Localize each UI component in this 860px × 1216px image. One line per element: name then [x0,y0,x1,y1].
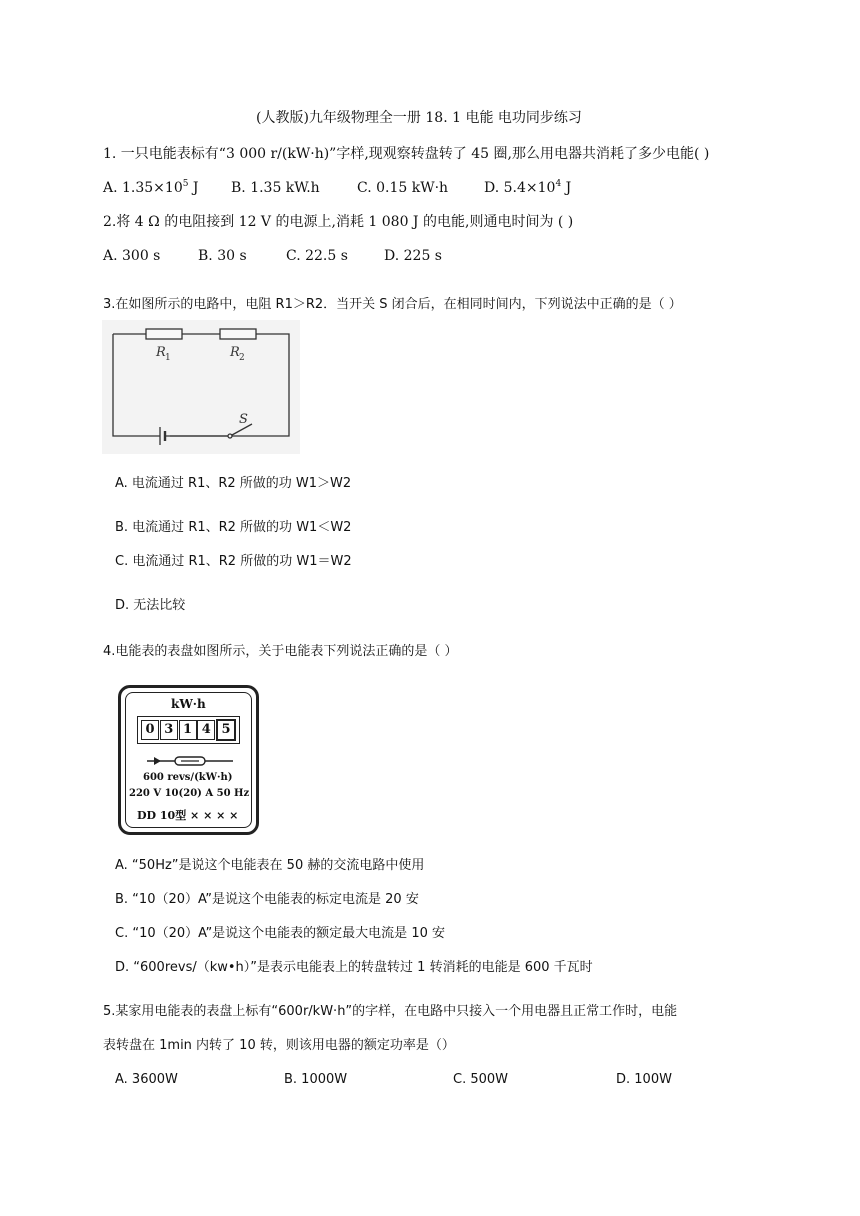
meter-rotor-disc [145,754,235,768]
resistor-r2 [220,329,256,339]
question-3-option-c: C. 电流通过 R1、R2 所做的功 W1＝W2 [115,554,352,569]
question-5-option-b: B. 1000W [284,1072,348,1087]
meter-digit-window [137,716,240,744]
question-3-stem: 3.在如图所示的电路中，电阻 R1＞R2．当开关 S 闭合后，在相同时间内，下列说法中正确的是（ ） [103,297,682,312]
circuit-diagram [102,320,300,454]
question-1-option-a: A. $1.35\times 10^5$ J [103,179,199,196]
meter-digit: 4 [197,720,215,740]
meter-electrical-spec: 220 V 10(20) A 50 Hz [129,788,250,799]
question-1-option-b: B. 1.35 kW.h [231,180,320,196]
meter-revolution-rating: 600 revs/(kW·h) [143,772,233,783]
question-5-option-a: A. 3600W [115,1072,178,1087]
question-1-stem: 1. 一只电能表标有“3 000 r/(kW·h)”字样,现观察转盘转了 45 圈,那么用电器共消耗了多少电能( ) [103,146,710,162]
question-2-option-b: B. 30 s [198,248,247,264]
energy-meter-figure [118,685,259,835]
switch-pivot [228,434,232,438]
question-2-option-d: D. 225 s [384,248,442,264]
question-5-option-c: C. 500W [453,1072,509,1087]
label-r1: R [156,345,166,360]
question-4-option-c: C. “10（20）A”是说这个电能表的额定最大电流是 10 安 [115,926,445,941]
label-r2: R [230,345,240,360]
question-2-option-c: C. 22.5 s [286,248,348,264]
page-title: (人教版)九年级物理全一册 18. 1 电能 电功同步练习 [256,110,582,126]
question-4-option-b: B. “10（20）A”是说这个电能表的标定电流是 20 安 [115,892,419,907]
question-4-option-a: A. “50Hz”是说这个电能表在 50 赫的交流电路中使用 [115,858,425,873]
meter-unit: kW·h [171,697,206,711]
meter-digit-last: 5 [216,719,236,741]
label-r2-sub: 2 [239,353,245,363]
meter-digit: 0 [141,720,159,740]
resistor-r1 [146,329,182,339]
meter-model: DD 10型 × × × × [137,809,239,822]
question-1-option-d: D. $5.4\times 10^4$ J [484,179,572,196]
question-2-stem: 2.将 4 Ω 的电阻接到 12 V 的电源上,消耗 1 080 J 的电能,则通电时间为 ( ) [103,214,574,230]
label-r1-sub: 1 [165,353,171,363]
question-5-option-d: D. 100W [616,1072,672,1087]
question-4-option-d: D. “600revs/（kw•h）”是表示电能表上的转盘转过 1 转消耗的电能是 600 千瓦时 [115,960,593,975]
question-3-option-a: A. 电流通过 R1、R2 所做的功 W1＞W2 [115,476,352,491]
question-3-option-d: D. 无法比较 [115,598,186,613]
question-1-option-c: C. 0.15 kW·h [357,180,449,196]
meter-digit: 3 [160,720,178,740]
label-switch: S [239,412,248,427]
question-4-stem: 4.电能表的表盘如图所示，关于电能表下列说法正确的是（ ） [103,644,458,659]
question-5-stem-line-1: 5.某家用电能表的表盘上标有“600r/kW·h”的字样，在电路中只接入一个用电器且正常工作时，电能 [103,1004,678,1019]
meter-digit: 1 [179,720,197,740]
question-5-stem-line-2: 表转盘在 1min 内转了 10 转，则该用电器的额定功率是（） [103,1038,455,1053]
question-2-option-a: A. 300 s [103,248,161,264]
question-3-option-b: B. 电流通过 R1、R2 所做的功 W1＜W2 [115,520,352,535]
